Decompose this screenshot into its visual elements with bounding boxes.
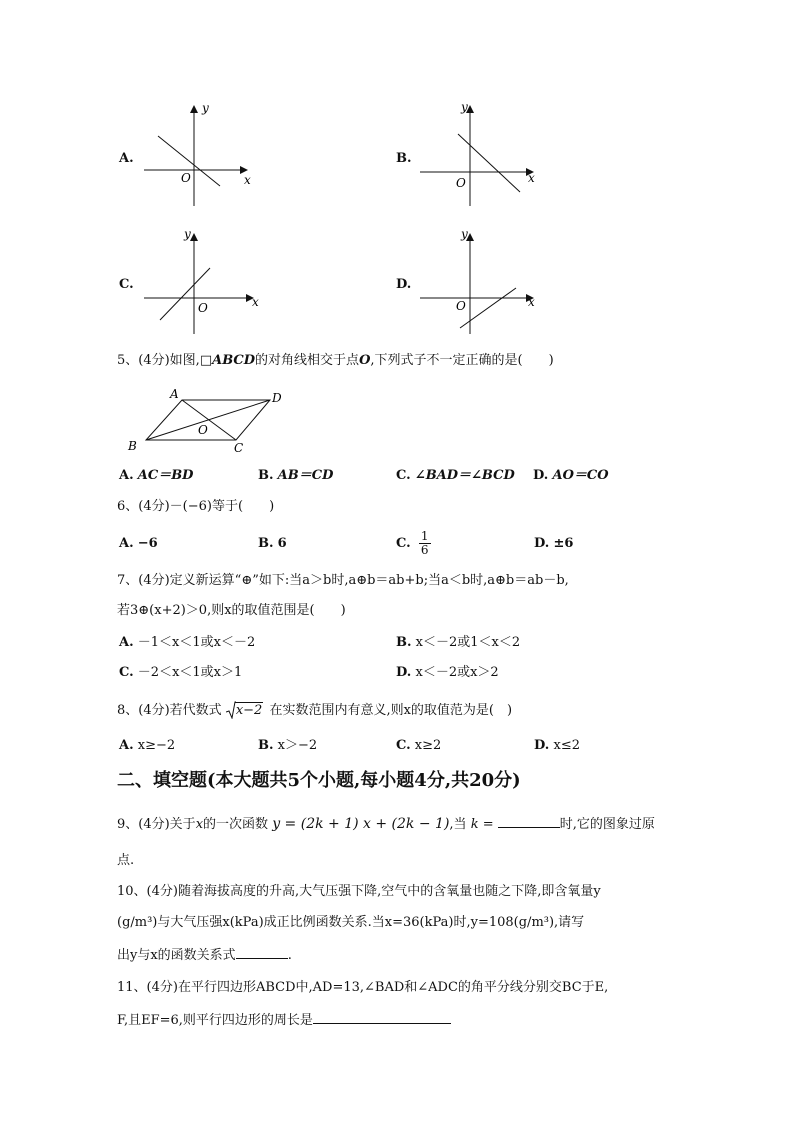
option-text: x＜－2或x＞2 <box>415 665 499 680</box>
option-letter: D. <box>533 468 549 483</box>
origin-label: O <box>181 171 191 185</box>
vertex-c: C <box>234 441 244 455</box>
q9-line-2: 点. <box>117 853 135 868</box>
vertex-d: D <box>272 391 282 405</box>
q8-prefix: 8、(4分)若代数式 <box>117 703 222 718</box>
q7-option-d <box>396 665 499 681</box>
vertex-a: A <box>170 387 179 401</box>
q7-option-b <box>396 635 520 651</box>
q10-line-1: 10、(4分)随着海拔高度的升高,大气压强下降,空气中的含氧量也随之下降,即含氧量y <box>117 884 601 899</box>
option-letter: A. <box>119 468 134 483</box>
q7-line-2: 若3⊕(x+2)＞0,则x的取值范围是( ) <box>117 603 346 618</box>
q9-var: x <box>195 817 204 832</box>
option-letter: B. <box>258 738 274 753</box>
q8-option-a <box>119 738 175 754</box>
option-letter: C. <box>396 468 411 483</box>
q9-answer-blank[interactable] <box>498 815 560 828</box>
q5-suffix: 的对角线相交于点 <box>255 353 360 368</box>
q9-mid2: ,当 <box>449 817 467 832</box>
q8-suffix: 在实数范围内有意义,则x的取值范为是( ) <box>269 703 513 718</box>
q9-formula: y = (2k + 1) x + (2k − 1) <box>272 816 450 832</box>
q8-stem <box>117 703 512 719</box>
option-text: 6 <box>277 536 287 551</box>
q8-option-c <box>396 738 441 754</box>
q7-option-a <box>119 635 255 651</box>
q9-k-eq: k = <box>470 817 494 832</box>
graph-line <box>460 288 516 328</box>
option-letter: B. <box>258 468 274 483</box>
q6-option-b <box>258 536 287 552</box>
y-label: y <box>184 227 191 241</box>
x-label: x <box>244 173 251 187</box>
option-a-label: A. <box>119 151 134 166</box>
option-letter: C. <box>119 665 134 680</box>
q6-option-a <box>119 536 158 552</box>
q9-suffix: 时,它的图象过原 <box>559 817 655 832</box>
option-letter: D. <box>396 665 412 680</box>
option-text: ∠BAD＝∠BCD <box>414 468 515 483</box>
option-c-label: C. <box>119 277 134 292</box>
option-text: x＜－2或1＜x＜2 <box>415 635 521 650</box>
option-letter: B. <box>258 536 274 551</box>
q5-prefix: 5、(4分)如图, <box>117 353 200 368</box>
radicand: x−2 <box>235 703 263 718</box>
vertex-b: B <box>128 439 137 453</box>
y-axis-arrow <box>190 105 198 113</box>
q11-line-2 <box>117 1011 451 1029</box>
q8-option-d <box>534 738 580 754</box>
y-label: y <box>461 227 468 241</box>
fraction-numerator: 1 <box>420 529 429 543</box>
q10-answer-blank[interactable] <box>236 946 288 959</box>
q8-option-b <box>258 738 317 754</box>
x-label: x <box>528 295 535 309</box>
q6-stem: 6、(4分)－(−6)等于( ) <box>117 499 275 514</box>
option-text: －1＜x＜1或x＜－2 <box>137 635 256 650</box>
origin-label: O <box>456 299 466 313</box>
radical-sign <box>226 701 236 719</box>
q5-point: O <box>359 353 371 368</box>
option-text: x≥−2 <box>137 738 176 753</box>
q11-answer-blank[interactable] <box>313 1011 451 1024</box>
option-text: x＞−2 <box>277 738 318 753</box>
q10-line-3-text: 出y与x的函数关系式 <box>117 948 236 963</box>
q11-line-1: 11、(4分)在平行四边形ABCD中,AD=13,∠BAD和∠ADC的角平分线分别交BC于E, <box>117 980 609 995</box>
y-axis-arrow <box>190 233 198 241</box>
graph-b <box>416 98 546 210</box>
q7-option-c <box>119 665 242 681</box>
q5-shape: □ABCD <box>199 353 256 368</box>
x-label: x <box>528 171 535 185</box>
origin-label: O <box>456 176 466 190</box>
q9-mid: 的一次函数 <box>203 817 269 832</box>
q9-line-1 <box>117 815 655 833</box>
option-text: －2＜x＜1或x＞1 <box>137 665 243 680</box>
center-o: O <box>198 423 208 437</box>
option-d-label: D. <box>396 277 412 292</box>
fraction <box>419 530 431 557</box>
option-letter: B. <box>396 635 412 650</box>
graph-c <box>138 226 264 338</box>
option-text: ±6 <box>553 536 574 551</box>
q5-option-a <box>119 468 193 484</box>
option-letter: A. <box>119 536 134 551</box>
q9-prefix: 9、(4分)关于 <box>117 817 196 832</box>
option-letter: A. <box>119 738 134 753</box>
q5-stem <box>117 353 554 369</box>
q10-line-3: 出y与x的函数关系式 . <box>117 948 292 963</box>
option-letter: C. <box>396 738 411 753</box>
sqrt-expression <box>226 703 264 719</box>
parallelogram-figure <box>122 384 292 458</box>
q6-option-c <box>396 524 431 564</box>
q6-option-d <box>534 536 573 552</box>
option-text: AO＝CO <box>552 468 609 483</box>
option-text: −6 <box>137 536 158 551</box>
option-text: AB＝CD <box>277 468 334 483</box>
option-text: x≤2 <box>553 738 580 753</box>
option-letter: D. <box>534 536 550 551</box>
option-letter: A. <box>119 635 134 650</box>
section-title: 二、填空题(本大题共5个小题,每小题4分,共20分) <box>117 770 521 791</box>
graph-d <box>416 226 546 338</box>
fraction-denominator: 6 <box>420 543 429 557</box>
q5-option-c <box>396 468 515 484</box>
q7-line-1: 7、(4分)定义新运算“⊕”如下:当a＞b时,a⊕b＝ab+b;当a＜b时,a⊕b＝ab－b, <box>117 573 569 588</box>
option-b-label: B. <box>396 151 412 166</box>
q5-option-d <box>533 468 609 484</box>
x-label: x <box>252 295 259 309</box>
y-label: y <box>461 100 468 114</box>
origin-label: O <box>198 301 208 315</box>
graph-line <box>458 134 520 192</box>
option-text: AC＝BD <box>137 468 194 483</box>
q11-line-2-text: F,且EF=6,则平行四边形的周长是 <box>117 1013 313 1028</box>
graph-a <box>138 98 258 210</box>
option-letter: D. <box>534 738 550 753</box>
q5-suffix2: ,下列式子不一定正确的是( ) <box>370 353 554 368</box>
option-letter: C. <box>396 536 411 551</box>
q10-line-2: (g/m³)与大气压强x(kPa)成正比例函数关系.当x=36(kPa)时,y=108(g/m³),请写 <box>117 915 585 930</box>
y-label: y <box>202 101 209 115</box>
option-text: x≥2 <box>414 738 442 753</box>
q5-option-b <box>258 468 333 484</box>
